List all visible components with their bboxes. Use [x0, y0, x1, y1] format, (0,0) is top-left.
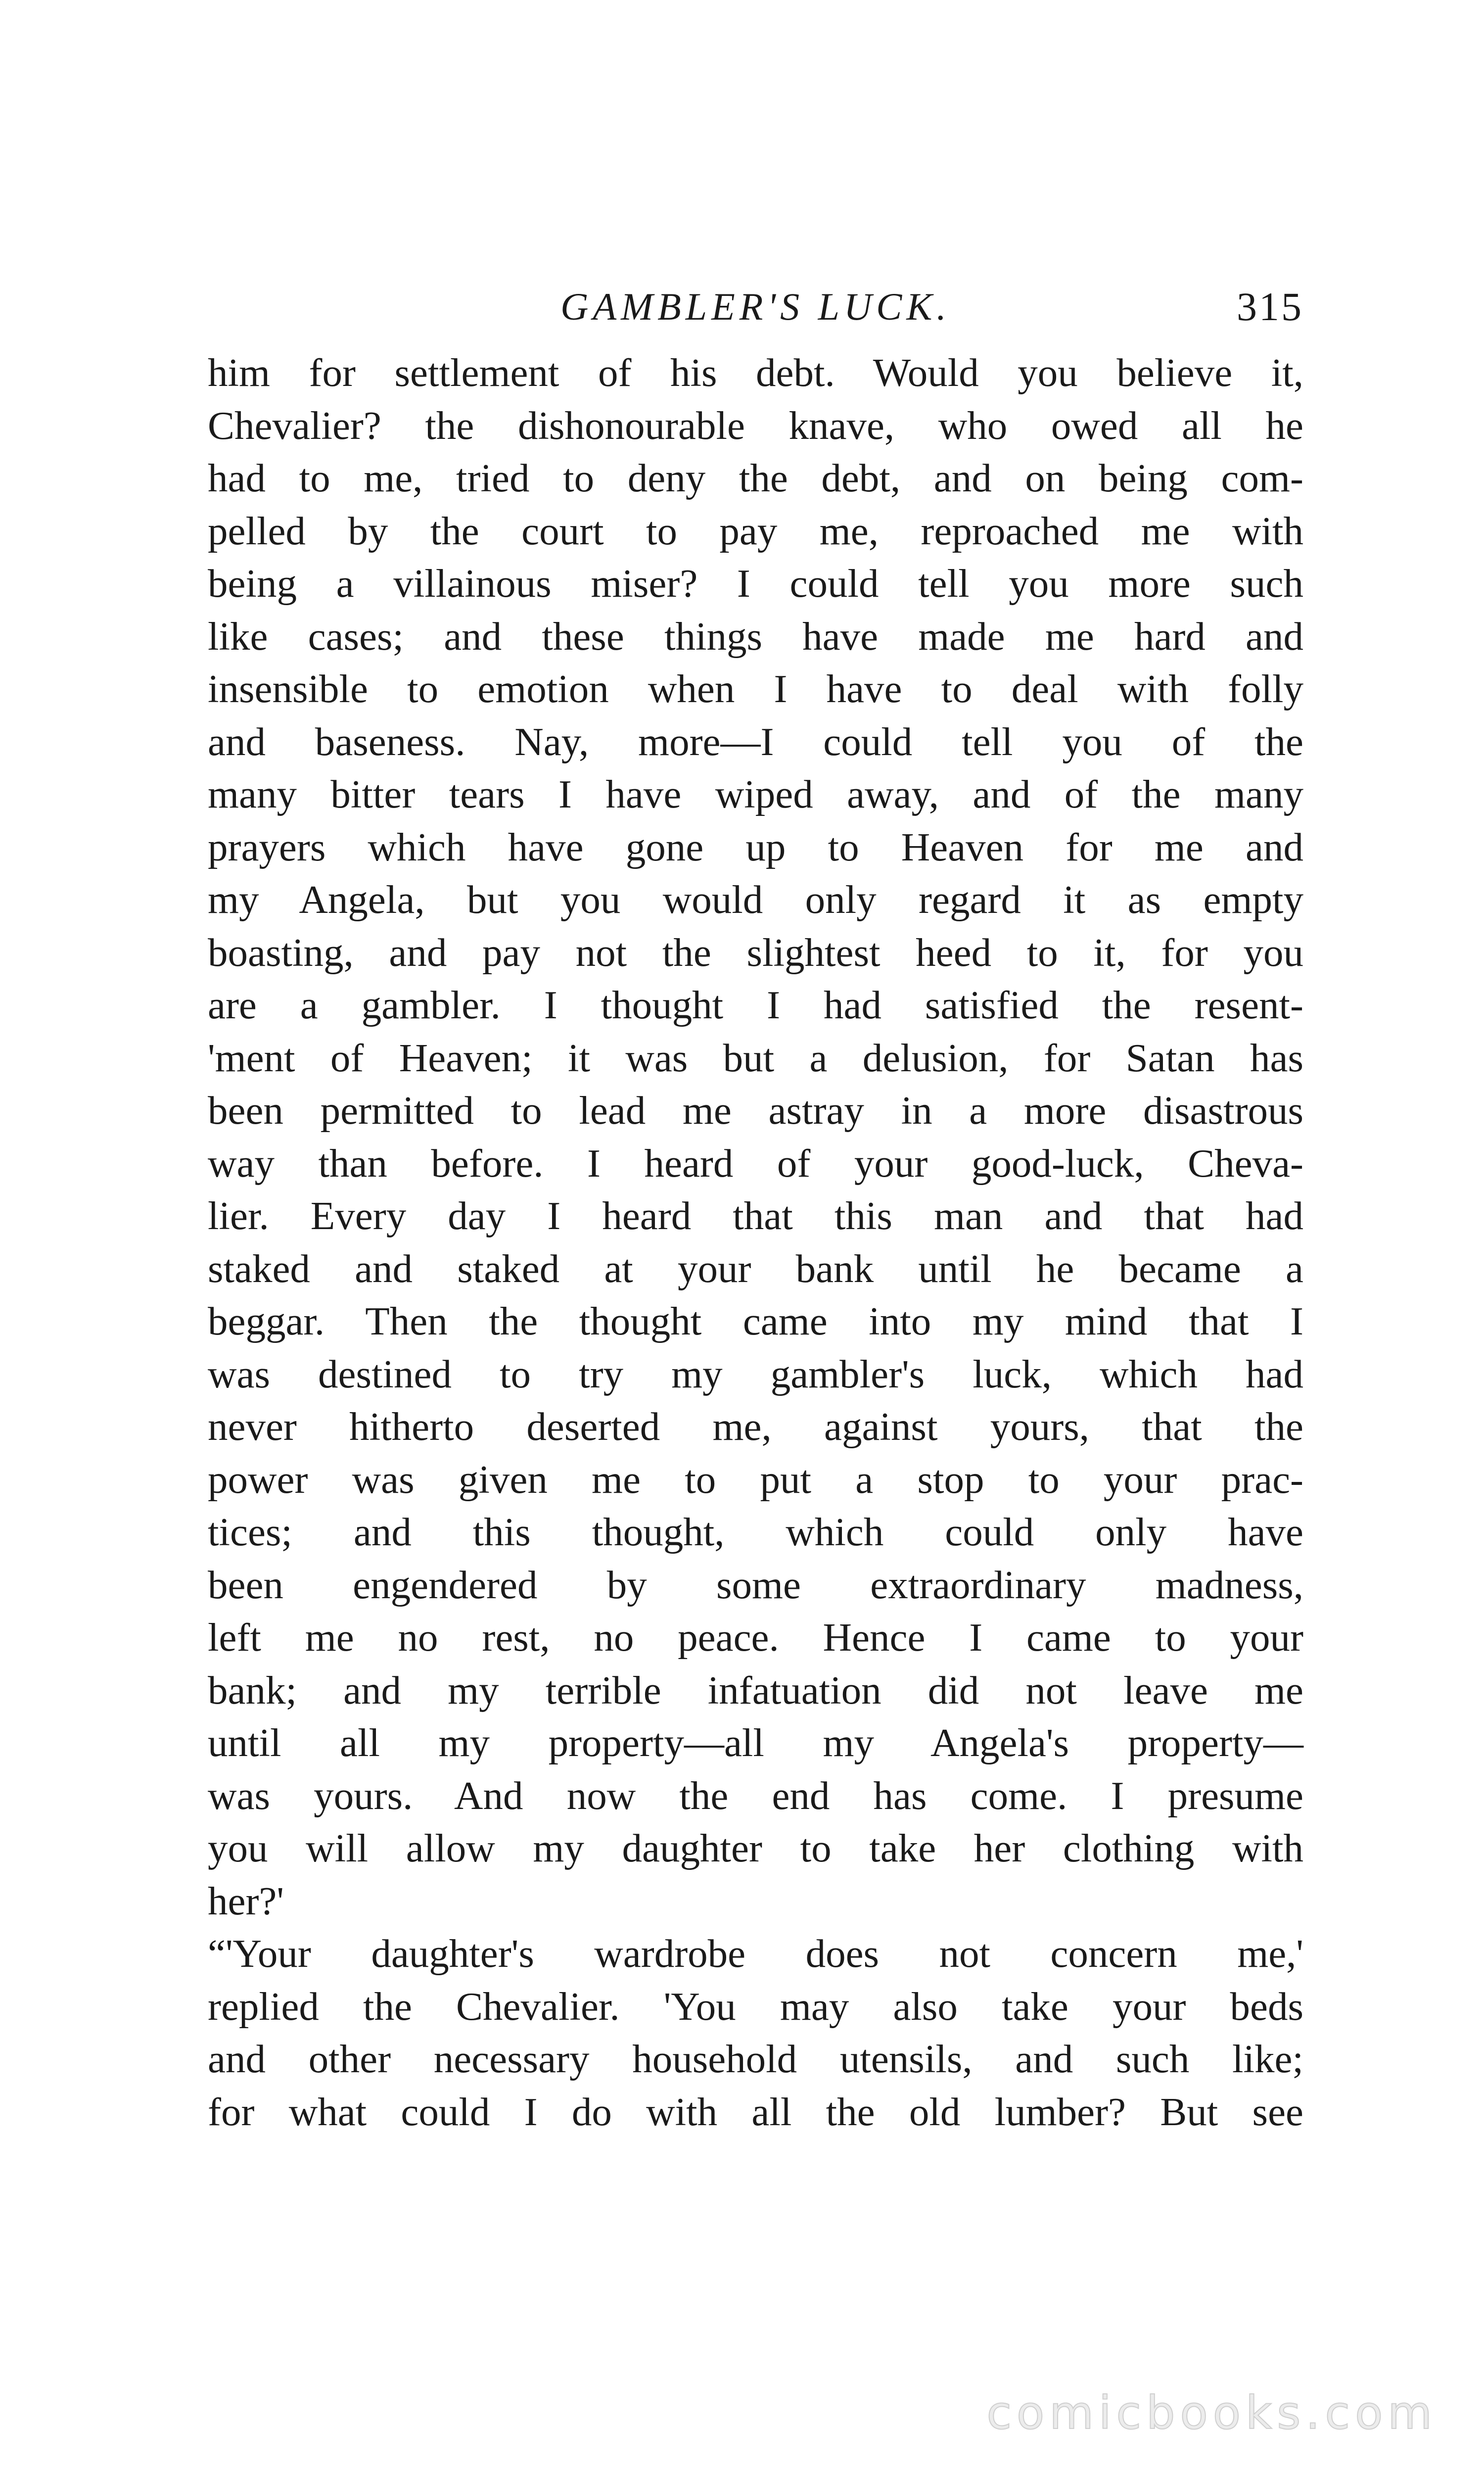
text-line: was yours. And now the end has come. I presume [208, 1773, 1303, 1818]
text-line: power was given me to put a stop to your prac- [208, 1457, 1303, 1502]
text-line: until all my property—all my Angela's property— [208, 1720, 1303, 1765]
text-line: been permitted to lead me astray in a more disastrous [208, 1088, 1303, 1133]
running-head [208, 280, 1303, 334]
text-line-paragraph-end: her?' [208, 1878, 284, 1923]
text-line: insensible to emotion when I have to deal with folly [208, 666, 1303, 711]
text-line: lier. Every day I heard that this man and that had [208, 1193, 1303, 1238]
body-text [208, 346, 1303, 2138]
running-title: GAMBLER'S LUCK. [560, 285, 951, 328]
text-line: being a villainous miser? I could tell you more such [208, 561, 1303, 606]
text-line: 'ment of Heaven; it was but a delusion, for Satan has [208, 1035, 1303, 1080]
text-line: many bitter tears I have wiped away, and of the many [208, 772, 1303, 816]
text-line: you will allow my daughter to take her clothing with [208, 1826, 1303, 1870]
text-line: replied the Chevalier. 'You may also take your beds [208, 1984, 1303, 2029]
text-line: him for settlement of his debt. Would you believe it, [208, 350, 1303, 395]
text-line: prayers which have gone up to Heaven for me and [208, 824, 1303, 869]
text-line: had to me, tried to deny the debt, and on being com- [208, 456, 1303, 500]
text-line-paragraph-start: “'Your daughter's wardrobe does not concern me,' [208, 1931, 1303, 1976]
text-line: like cases; and these things have made me hard and [208, 614, 1303, 659]
text-line: are a gambler. I thought I had satisfied the resent- [208, 983, 1303, 1027]
text-line: Chevalier? the dishonourable knave, who owed all he [208, 403, 1303, 448]
page-number: 315 [1237, 284, 1303, 329]
text-line: and other necessary household utensils, and such like; [208, 2037, 1303, 2081]
text-line: beggar. Then the thought came into my mind that I [208, 1299, 1303, 1343]
text-line: boasting, and pay not the slightest heed to it, for you [208, 930, 1303, 975]
text-line: never hitherto deserted me, against yours, that the [208, 1404, 1303, 1449]
text-line: been engendered by some extraordinary madness, [208, 1562, 1303, 1607]
text-line: tices; and this thought, which could only have [208, 1510, 1303, 1554]
text-line: and baseness. Nay, more—I could tell you of the [208, 719, 1303, 764]
text-line: my Angela, but you would only regard it as empty [208, 877, 1303, 922]
text-line: pelled by the court to pay me, reproached me with [208, 508, 1303, 553]
text-line: staked and staked at your bank until he became a [208, 1246, 1303, 1291]
text-line: was destined to try my gambler's luck, which had [208, 1351, 1303, 1396]
watermark: comicbooks.com [986, 2386, 1437, 2439]
text-line: for what could I do with all the old lumber? But see [208, 2089, 1303, 2134]
text-line: bank; and my terrible infatuation did not leave me [208, 1667, 1303, 1713]
text-line: left me no rest, no peace. Hence I came to your [208, 1615, 1303, 1660]
text-line: way than before. I heard of your good-luck, Cheva- [208, 1141, 1303, 1186]
